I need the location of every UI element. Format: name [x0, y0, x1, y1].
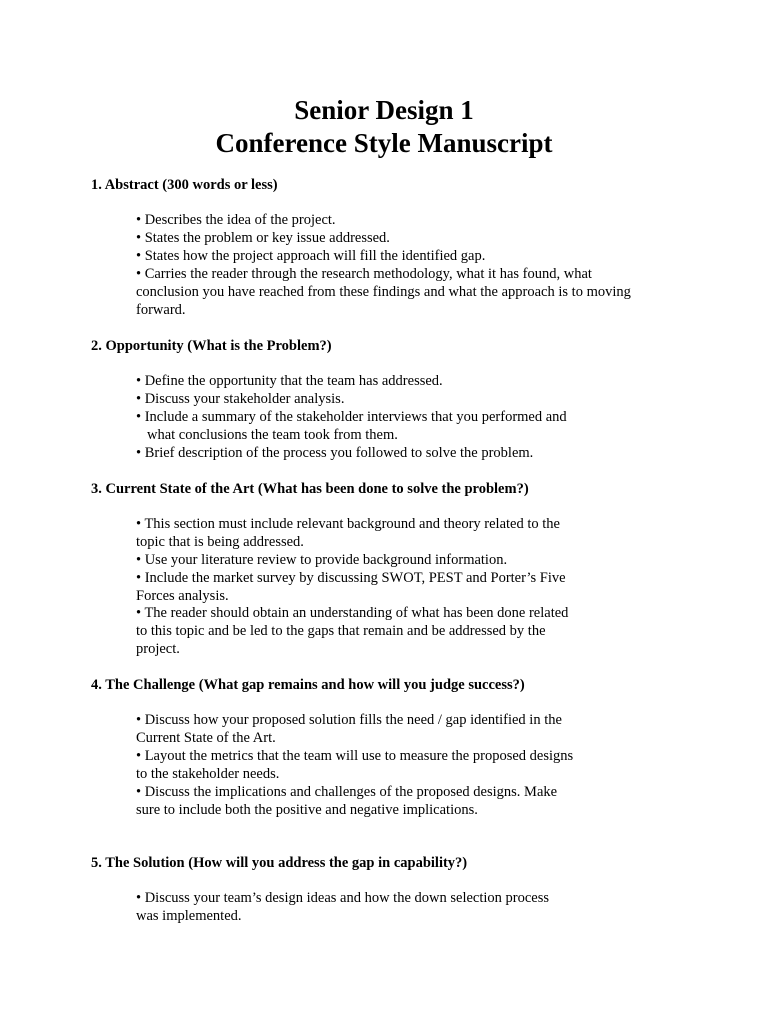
section-3-line-3: • Use your literature review to provide background information.: [136, 552, 508, 568]
section-4-line-2: Current State of the Art.: [136, 730, 276, 746]
section-1-line-6: forward.: [136, 302, 186, 318]
section-5-line-2: was implemented.: [136, 908, 242, 924]
section-1-line-4: • Carries the reader through the research methodology, what it has found, what: [136, 266, 592, 282]
section-1-line-1: • Describes the idea of the project.: [136, 212, 336, 228]
section-3-line-8: project.: [136, 641, 180, 657]
document-title-line-1: Senior Design 1: [294, 95, 474, 125]
section-2-line-5: • Brief description of the process you followed to solve the problem.: [136, 445, 534, 461]
section-2-line-4: what conclusions the team took from them.: [147, 427, 398, 443]
section-4-line-5: • Discuss the implications and challenges of the proposed designs. Make: [136, 784, 558, 800]
section-3-line-5: Forces analysis.: [136, 588, 229, 604]
section-4-line-4: to the stakeholder needs.: [136, 766, 280, 782]
section-1-line-5: conclusion you have reached from these findings and what the approach is to moving: [136, 284, 631, 300]
section-4-line-3: • Layout the metrics that the team will use to measure the proposed designs: [136, 748, 574, 764]
section-2-heading: 2. Opportunity (What is the Problem?): [91, 338, 332, 354]
section-3-line-6: • The reader should obtain an understanding of what has been done related: [136, 605, 569, 621]
section-3-heading: 3. Current State of the Art (What has been done to solve the problem?): [91, 481, 529, 497]
section-1-heading: 1. Abstract (300 words or less): [91, 177, 278, 193]
section-2-line-3: • Include a summary of the stakeholder interviews that you performed and: [136, 409, 567, 425]
section-4-line-1: • Discuss how your proposed solution fills the need / gap identified in the: [136, 712, 562, 728]
section-4-line-6: sure to include both the positive and negative implications.: [136, 802, 478, 818]
section-4-heading: 4. The Challenge (What gap remains and how will you judge success?): [91, 677, 525, 693]
section-3-line-2: topic that is being addressed.: [136, 534, 304, 550]
section-3-line-1: • This section must include relevant background and theory related to the: [136, 516, 560, 532]
section-5-heading: 5. The Solution (How will you address the gap in capability?): [91, 855, 468, 871]
section-1-line-3: • States how the project approach will fill the identified gap.: [136, 248, 486, 264]
section-5-line-1: • Discuss your team’s design ideas and how the down selection process: [136, 890, 550, 906]
section-2-line-2: • Discuss your stakeholder analysis.: [136, 391, 345, 407]
section-1-line-2: • States the problem or key issue addressed.: [136, 230, 390, 246]
section-3-line-4: • Include the market survey by discussing SWOT, PEST and Porter’s Five: [136, 570, 566, 586]
document-title-line-2: Conference Style Manuscript: [215, 128, 553, 158]
section-3-line-7: to this topic and be led to the gaps that remain and be addressed by the: [136, 623, 546, 639]
section-2-line-1: • Define the opportunity that the team has addressed.: [136, 373, 443, 389]
